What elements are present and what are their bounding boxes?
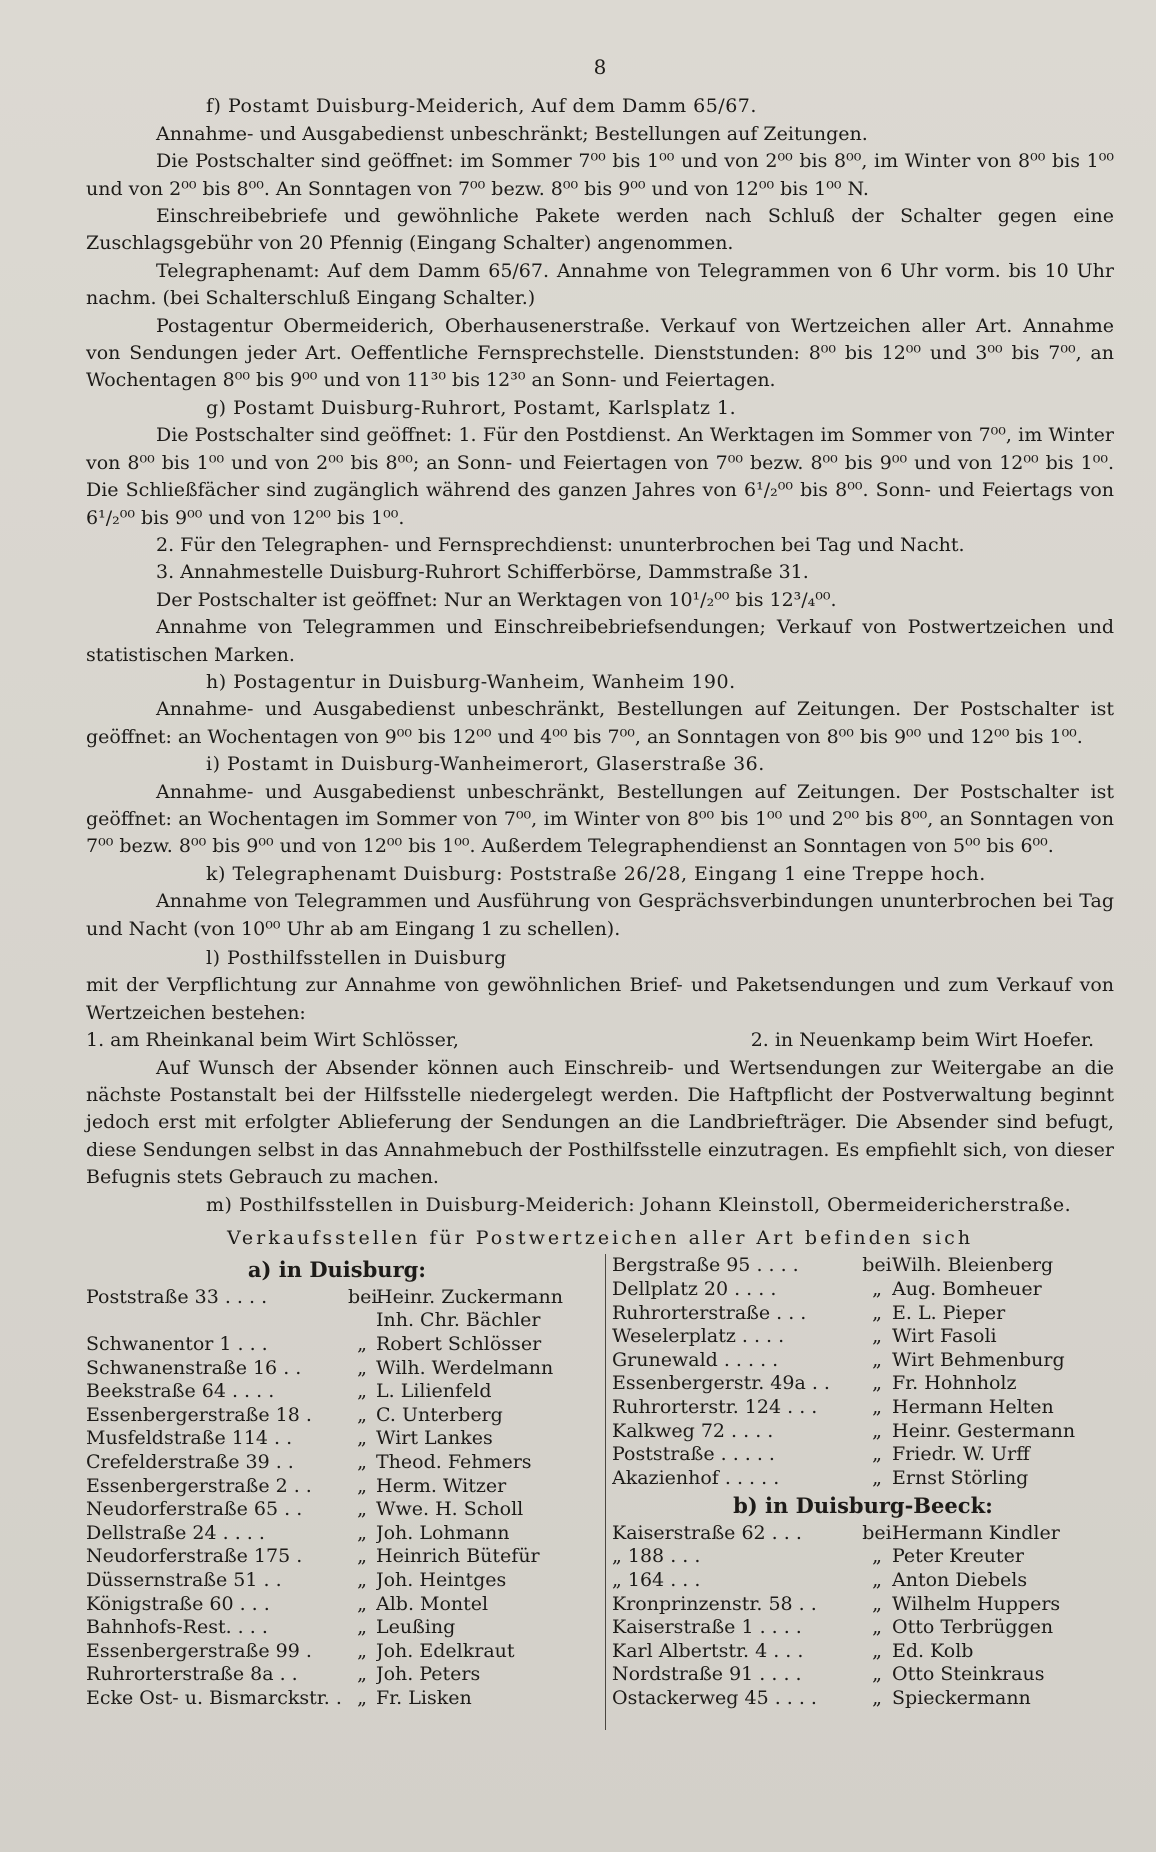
list-item <box>86 1498 588 1522</box>
list-item <box>612 1254 1114 1278</box>
entry-street: Ruhrorterstr. 124 . . . <box>612 1396 818 1419</box>
entry-bei <box>348 1309 376 1333</box>
entry-bei: „ <box>357 1521 367 1544</box>
entry-bei: „ <box>872 1639 882 1662</box>
entry-bei: „ <box>357 1616 367 1639</box>
entry-name: C. Unterberg <box>376 1403 503 1426</box>
section-l-items <box>86 1027 1114 1054</box>
entry-bei: „ <box>872 1325 882 1348</box>
section-f-paragraph: Die Postschalter sind geöffnet: im Sommer 7⁰⁰ bis 1⁰⁰ und von 2⁰⁰ bis 8⁰⁰, im Winter von 8⁰⁰ bis 1⁰⁰ und von 2⁰⁰ bis 8⁰⁰. An Sonntagen von 7⁰⁰ bezw. 8⁰⁰ bis 9⁰⁰ und von 12⁰⁰ bis 1⁰⁰ N. <box>86 150 1114 200</box>
post-office-sections <box>86 93 1114 943</box>
section-h-paragraph: Annahme- und Ausgabedienst unbeschränkt, Bestellungen auf Zeitungen. Der Postschalter ist geöffnet: an Wochentagen von 9⁰⁰ bis 12⁰⁰ und 4⁰⁰ bis 7⁰⁰, an Sonntagen von 8⁰⁰ bis 9⁰⁰ und 12⁰⁰ bis 1⁰⁰. <box>86 698 1114 748</box>
section-g-paragraph: 2. Für den Telegraphen- und Fernsprechdienst: ununterbrochen bei Tag und Nacht. <box>156 533 965 556</box>
entry-name: Herm. Witzer <box>376 1474 507 1497</box>
section-l-item-2: 2. in Neuenkamp beim Wirt Hoefer. <box>750 1029 1094 1052</box>
list-item <box>86 1475 588 1499</box>
entry-bei: „ <box>872 1348 882 1371</box>
entry-bei: „ <box>357 1545 367 1568</box>
section-i-title: i) Postamt in Duisburg-Wanheimerort, Glaserstraße 36. <box>206 753 765 776</box>
entry-street: Neudorferstraße 65 . . <box>86 1498 303 1521</box>
entry-bei: „ <box>357 1663 367 1686</box>
section-f-paragraph: Einschreibebriefe und gewöhnliche Pakete werden nach Schluß der Schalter gegen eine Zuschlagsgebühr von 20 Pfennig (Eingang Schalter) angenommen. <box>86 205 1114 255</box>
entry-street <box>86 1309 348 1333</box>
entry-street: Essenbergerstr. 49a . . <box>612 1372 830 1395</box>
entry-bei: „ <box>872 1569 882 1591</box>
left-column <box>86 1254 588 1710</box>
section-f-paragraph: Annahme- und Ausgabedienst unbeschränkt; Bestellungen auf Zeitungen. <box>156 122 868 145</box>
entry-bei: „ <box>872 1301 882 1324</box>
entry-street: Grunewald . . . . . <box>612 1348 779 1371</box>
list-item <box>86 1404 588 1428</box>
right-sales-list-a <box>612 1254 1114 1490</box>
section-g-title: g) Postamt Duisburg-Ruhrort, Postamt, Karlsplatz 1. <box>206 396 737 419</box>
entry-street: Düssernstraße 51 . . <box>86 1569 282 1591</box>
left-column-heading: a) in Duisburg: <box>247 1257 427 1283</box>
entry-name: Fr. Lisken <box>376 1686 472 1709</box>
entry-name: Friedr. W. Urff <box>892 1443 1030 1466</box>
entry-name: Inh. Chr. Bächler <box>376 1309 541 1332</box>
entry-bei: „ <box>872 1592 882 1615</box>
entry-street: Kaiserstraße 62 . . . <box>612 1521 802 1544</box>
list-item <box>86 1427 588 1451</box>
entry-street: Dellplatz 20 . . . . <box>612 1278 777 1301</box>
entry-bei: „ <box>357 1592 367 1615</box>
list-item <box>612 1467 1114 1491</box>
list-item <box>86 1616 588 1640</box>
entry-bei: „ <box>872 1278 882 1301</box>
right-column-heading-b: b) in Duisburg-Beeck: <box>733 1493 993 1519</box>
entry-name: Heinr. Zuckermann <box>376 1285 563 1308</box>
entry-street: „ 164 . . . <box>612 1569 701 1591</box>
entry-name: Aug. Bomheuer <box>892 1278 1042 1301</box>
list-item <box>612 1522 1114 1546</box>
entry-bei: bei <box>862 1254 892 1277</box>
list-item <box>86 1687 588 1711</box>
entry-name: Otto Terbrüggen <box>892 1616 1054 1639</box>
entry-name: Heinr. Gestermann <box>892 1419 1076 1442</box>
entry-street: Ruhrorterstraße . . . <box>612 1301 807 1324</box>
entry-street: Dellstraße 24 . . . . <box>86 1521 265 1544</box>
section-m-title: m) Posthilfsstellen in Duisburg-Meiderich: Johann Kleinstoll, Obermeidericherstraße. <box>206 1193 1072 1216</box>
entry-name: L. Lilienfeld <box>376 1380 492 1403</box>
right-sales-list-b <box>612 1522 1114 1711</box>
entry-bei: bei <box>862 1521 892 1544</box>
entry-street: Crefelderstraße 39 . . <box>86 1451 294 1474</box>
entry-bei: „ <box>872 1372 882 1395</box>
list-item <box>86 1522 588 1546</box>
entry-name: Fr. Hohnholz <box>892 1372 1017 1395</box>
entry-street: Schwanenstraße 16 . . <box>86 1356 302 1379</box>
entry-street: Königstraße 60 . . . <box>86 1592 270 1615</box>
section-i-paragraph: Annahme- und Ausgabedienst unbeschränkt, Bestellungen auf Zeitungen. Der Postschalter ist geöffnet: an Wochentagen im Sommer von 7⁰⁰, im Winter von 8⁰⁰ bis 1⁰⁰ und 2⁰⁰ bis 8⁰⁰, an Sonntagen von 7⁰⁰ bezw. 8⁰⁰ bis 9⁰⁰ und von 12⁰⁰ bis 1⁰⁰. Außerdem Telegraphendienst an Sonntagen von 5⁰⁰ bis 6⁰⁰. <box>86 780 1114 858</box>
column-divider <box>605 1254 606 1730</box>
section-h-title: h) Postagentur in Duisburg-Wanheim, Wanheim 190. <box>206 670 736 693</box>
entry-street: Musfeldstraße 114 . . <box>86 1427 293 1450</box>
entry-street: Beekstraße 64 . . . . <box>86 1380 275 1403</box>
list-item <box>612 1325 1114 1349</box>
entry-name: Hermann Helten <box>892 1396 1054 1419</box>
section-l-intro: mit der Verpflichtung zur Annahme von gewöhnlichen Brief- und Paketsendungen und zum Verkauf von Wertzeichen bestehen: <box>86 974 1114 1024</box>
entry-street: Nordstraße 91 . . . . <box>612 1663 802 1686</box>
entry-street: Kronprinzenstr. 58 . . <box>612 1592 817 1615</box>
list-item <box>612 1396 1114 1420</box>
section-f-title: f) Postamt Duisburg-Meiderich, Auf dem Damm 65/67. <box>206 95 757 118</box>
entry-bei: „ <box>872 1616 882 1639</box>
entry-street: Ruhrorterstraße 8a . . <box>86 1663 298 1686</box>
entry-bei: „ <box>357 1686 367 1709</box>
entry-name: Peter Kreuter <box>892 1545 1024 1568</box>
entry-bei: „ <box>872 1419 882 1442</box>
entry-street: Karl Albertstr. 4 . . . <box>612 1639 804 1662</box>
list-item <box>86 1357 588 1381</box>
entry-bei: „ <box>357 1451 367 1474</box>
section-g-paragraph: Annahme von Telegrammen und Einschreibebriefsendungen; Verkauf von Postwertzeichen und statistischen Marken. <box>86 616 1114 666</box>
entry-name: Alb. Montel <box>376 1592 489 1615</box>
entry-name: Hermann Kindler <box>892 1521 1060 1544</box>
entry-bei: „ <box>872 1545 882 1568</box>
entry-name: Leußing <box>376 1616 456 1639</box>
entry-name: Joh. Peters <box>376 1663 481 1686</box>
section-g-paragraph: Der Postschalter ist geöffnet: Nur an Werktagen von 10¹/₂⁰⁰ bis 12³/₄⁰⁰. <box>156 588 837 611</box>
entry-bei: „ <box>357 1333 367 1356</box>
section-k-paragraph: Annahme von Telegrammen und Ausführung von Gesprächsverbindungen ununterbrochen bei Tag und Nacht (von 10⁰⁰ Uhr ab am Eingang 1 zu schellen). <box>86 890 1114 940</box>
entry-street: Bergstraße 95 . . . . <box>612 1254 799 1277</box>
entry-name: E. L. Pieper <box>892 1301 1006 1324</box>
section-k-title: k) Telegraphenamt Duisburg: Poststraße 26/28, Eingang 1 eine Treppe hoch. <box>206 862 986 885</box>
list-item <box>612 1569 1114 1593</box>
entry-name: Wwe. H. Scholl <box>376 1498 524 1521</box>
list-item <box>612 1616 1114 1640</box>
entry-street: Kalkweg 72 . . . . <box>612 1419 774 1442</box>
list-item <box>86 1451 588 1475</box>
entry-name: Wirt Lankes <box>376 1427 493 1450</box>
entry-street: Schwanentor 1 . . . <box>86 1333 268 1356</box>
list-item <box>86 1593 588 1617</box>
entry-bei: „ <box>357 1403 367 1426</box>
entry-name: Robert Schlösser <box>376 1333 542 1356</box>
list-item <box>612 1545 1114 1569</box>
entry-name: Joh. Lohmann <box>376 1521 510 1544</box>
entry-name: Wirt Fasoli <box>892 1325 997 1348</box>
entry-street: Ecke Ost- u. Bismarckstr. . <box>86 1686 342 1709</box>
page-number: 8 <box>593 55 607 79</box>
list-item <box>612 1443 1114 1467</box>
entry-bei: „ <box>872 1686 882 1709</box>
section-l-title: l) Posthilfsstellen in Duisburg <box>206 947 507 969</box>
entry-street: Kaiserstraße 1 . . . . <box>612 1616 802 1639</box>
entry-name: Anton Diebels <box>892 1569 1028 1591</box>
list-item <box>612 1302 1114 1326</box>
entry-bei: „ <box>357 1639 367 1662</box>
entry-street: Essenbergerstraße 18 . <box>86 1403 312 1426</box>
entry-name: Joh. Heintges <box>376 1569 507 1591</box>
section-g-paragraph: Die Postschalter sind geöffnet: 1. Für den Postdienst. An Werktagen im Sommer von 7⁰⁰, im Winter von 8⁰⁰ bis 1⁰⁰ und von 2⁰⁰ bis 8⁰⁰; an Sonn- und Feiertagen von 7⁰⁰ bezw. 8⁰⁰ bis 9⁰⁰ und von 12⁰⁰ bis 1⁰⁰. Die Schließfächer sind zugänglich während des ganzen Jahres von 6¹/₂⁰⁰ bis 8⁰⁰. Sonn- und Feiertags von 6¹/₂⁰⁰ bis 9⁰⁰ und von 12⁰⁰ bis 1⁰⁰. <box>86 424 1114 529</box>
left-sales-list <box>86 1286 588 1711</box>
entry-name: Spieckermann <box>892 1686 1031 1709</box>
list-item <box>612 1663 1114 1687</box>
section-l-note: Auf Wunsch der Absender können auch Einschreib- und Wertsendungen zur Weitergabe an die nächste Postanstalt bei der Hilfsstelle niedergelegt werden. Die Haftpflicht der Postverwaltung beginnt jedoch erst mit erfolgter Ablieferung der Sendungen an die Landbriefträger. Die Absender sind befugt, diese Sendungen selbst in das Annahmebuch der Posthilfsstelle einzutragen. Es empfiehlt sich, von dieser Befugnis stets Gebrauch zu machen. <box>86 1056 1114 1189</box>
entry-bei: „ <box>357 1569 367 1591</box>
list-item <box>612 1278 1114 1302</box>
entry-street: Akazienhof . . . . . <box>612 1466 780 1489</box>
list-item <box>86 1640 588 1664</box>
entry-name: Wilh. Bleienberg <box>892 1254 1054 1277</box>
entry-name: Wirt Behmenburg <box>892 1348 1065 1371</box>
entry-bei: „ <box>872 1396 882 1419</box>
entry-name: Theod. Fehmers <box>376 1451 532 1474</box>
list-item <box>86 1309 588 1333</box>
entry-name: Heinrich Bütefür <box>376 1545 540 1568</box>
list-item <box>612 1687 1114 1711</box>
list-item <box>612 1420 1114 1444</box>
right-column <box>606 1254 1114 1710</box>
list-item <box>86 1569 588 1593</box>
list-item <box>86 1545 588 1569</box>
list-item <box>612 1640 1114 1664</box>
entry-bei: „ <box>872 1663 882 1686</box>
section-g-paragraph: 3. Annahmestelle Duisburg-Ruhrort Schifferbörse, Dammstraße 31. <box>156 561 809 584</box>
section-l-item-1: 1. am Rheinkanal beim Wirt Schlösser, <box>86 1029 459 1052</box>
entry-street: Neudorferstraße 175 . <box>86 1545 303 1568</box>
entry-name: Otto Steinkraus <box>892 1663 1045 1686</box>
entry-bei: „ <box>872 1443 882 1466</box>
section-f-paragraph: Telegraphenamt: Auf dem Damm 65/67. Annahme von Telegrammen von 6 Uhr vorm. bis 10 Uhr nachm. (bei Schalterschluß Eingang Schalter.) <box>86 259 1114 310</box>
entry-bei: bei <box>348 1285 378 1308</box>
entry-bei: „ <box>357 1498 367 1521</box>
list-item <box>86 1663 588 1687</box>
entry-bei: „ <box>357 1356 367 1379</box>
entry-name: Wilh. Werdelmann <box>376 1356 554 1379</box>
entry-street: Essenbergerstraße 99 . <box>86 1639 312 1662</box>
entry-name: Wilhelm Huppers <box>892 1592 1061 1615</box>
list-item <box>86 1286 588 1310</box>
entry-name: Ernst Störling <box>892 1466 1029 1489</box>
entry-street: Ostackerweg 45 . . . . <box>612 1686 817 1709</box>
entry-street: „ 188 . . . <box>612 1545 701 1568</box>
entry-street: Poststraße 33 . . . . <box>86 1285 268 1308</box>
section-f-paragraph: Postagentur Obermeiderich, Oberhausenerstraße. Verkauf von Wertzeichen aller Art. Annahme von Sendungen jeder Art. Oeffentliche Fernsprechstelle. Dienststunden: 8⁰⁰ bis 12⁰⁰ und 3⁰⁰ bis 7⁰⁰, an Wochentagen 8⁰⁰ bis 9⁰⁰ und von 11³⁰ bis 12³⁰ an Sonn- und Feiertagen. <box>86 314 1114 392</box>
list-item <box>86 1380 588 1404</box>
entry-bei: „ <box>357 1474 367 1497</box>
sales-columns <box>86 1254 1114 1710</box>
list-item <box>612 1372 1114 1396</box>
entry-bei: „ <box>357 1427 367 1450</box>
entry-street: Bahnhofs-Rest. . . . <box>86 1616 268 1639</box>
list-item <box>86 1333 588 1357</box>
entry-street: Poststraße . . . . . <box>612 1443 775 1466</box>
list-item <box>612 1349 1114 1373</box>
entry-street: Weselerplatz . . . . <box>612 1325 785 1348</box>
entry-name: Ed. Kolb <box>892 1639 974 1662</box>
entry-name: Joh. Edelkraut <box>376 1639 515 1662</box>
entry-bei: „ <box>357 1380 367 1403</box>
list-item <box>612 1593 1114 1617</box>
entry-bei: „ <box>872 1466 882 1489</box>
entry-street: Essenbergerstraße 2 . . <box>86 1474 312 1497</box>
sales-heading: Verkaufsstellen für Postwertzeichen aller Art befinden sich <box>226 1227 974 1250</box>
